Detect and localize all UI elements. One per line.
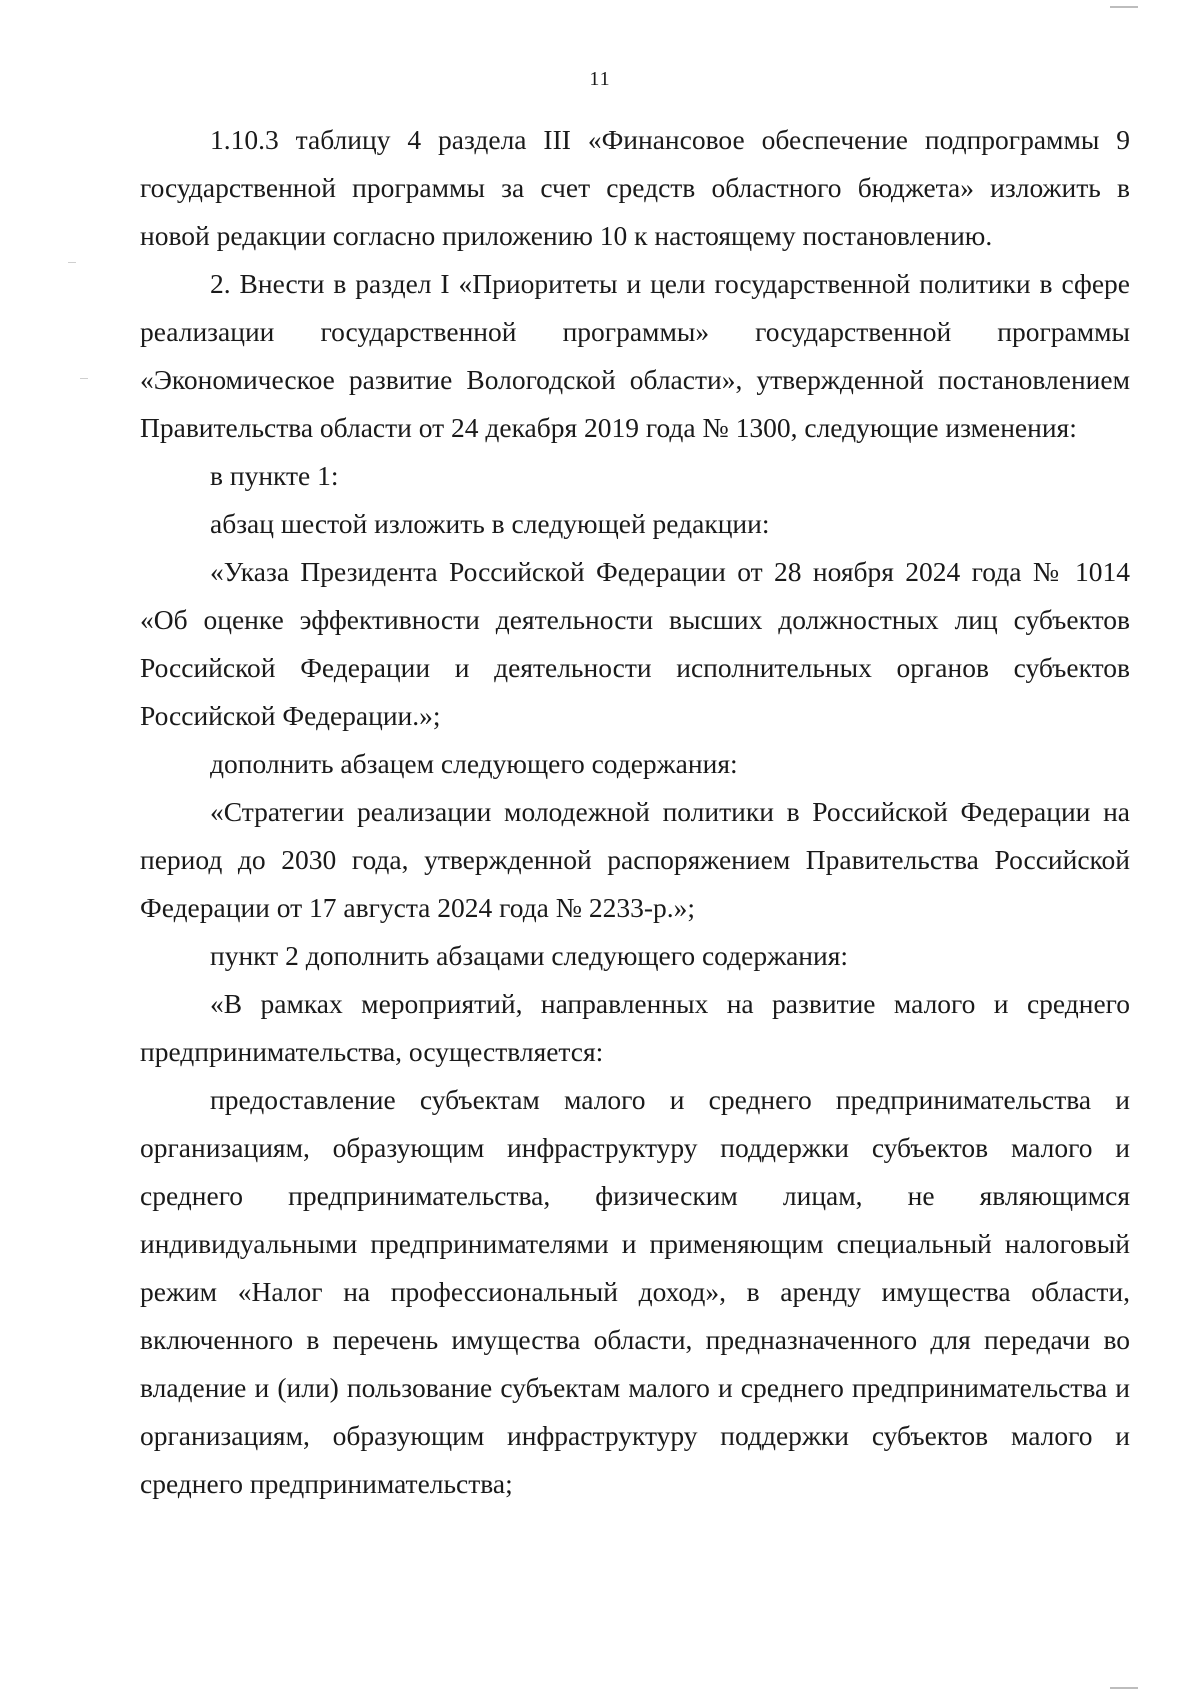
scan-corner-mark-bottom [1110, 1687, 1138, 1689]
scan-margin-tick [68, 262, 76, 263]
document-body [140, 116, 1130, 1508]
paragraph-sme-property-lease: предоставление субъектам малого и среднего предпринимательства и организациям, образующим инфраструктуру поддержки субъектов малого и среднего предпринимательства, физическим лицам, не являющимся индивидуальными предпринимателями и применяющим специальный налоговый режим «Налог на профессиональный доход», в аренду имущества области, включенного в перечень имущества области, предназначенного для передачи во владение и (или) пользование субъектам малого и среднего предпринимательства и организациям, образующим инфраструктуру поддержки субъектов малого и среднего предпринимательства; [140, 1084, 1130, 1499]
paragraph-point-1: в пункте 1: [210, 460, 339, 491]
page-number: 11 [589, 68, 611, 90]
paragraph-strategy-quote: «Стратегии реализации молодежной политики в Российской Федерации на период до 2030 года, утвержденной распоряжением Правительства Российской Федерации от 17 августа 2024 года № 2233-р.»; [140, 796, 1130, 923]
paragraph-supplement: дополнить абзацем следующего содержания: [210, 748, 738, 779]
paragraph-2: 2. Внести в раздел I «Приоритеты и цели государственной политики в сфере реализации государственной программы» государственной программы «Экономическое развитие Вологодской области», утвержденной постановлением Правительства области от 24 декабря 2019 года № 1300, следующие изменения: [140, 268, 1130, 443]
paragraph-1-10-3: 1.10.3 таблицу 4 раздела III «Финансовое обеспечение подпрограммы 9 государственной программы за счет средств областного бюджета» изложить в новой редакции согласно приложению 10 к настоящему постановлению. [140, 124, 1130, 251]
paragraph-sme-measures: «В рамках мероприятий, направленных на развитие малого и среднего предпринимательства, осуществляется: [140, 988, 1130, 1067]
paragraph-sixth-clause: абзац шестой изложить в следующей редакции: [210, 508, 770, 539]
scan-corner-mark-top [1110, 6, 1138, 8]
scan-margin-tick [80, 378, 88, 379]
paragraph-point-2: пункт 2 дополнить абзацами следующего содержания: [210, 940, 849, 971]
paragraph-decree-quote: «Указа Президента Российской Федерации от 28 ноября 2024 года № 1014 «Об оценке эффективности деятельности высших должностных лиц субъектов Российской Федерации и деятельности исполнительных органов субъектов Российской Федерации.»; [140, 556, 1130, 731]
